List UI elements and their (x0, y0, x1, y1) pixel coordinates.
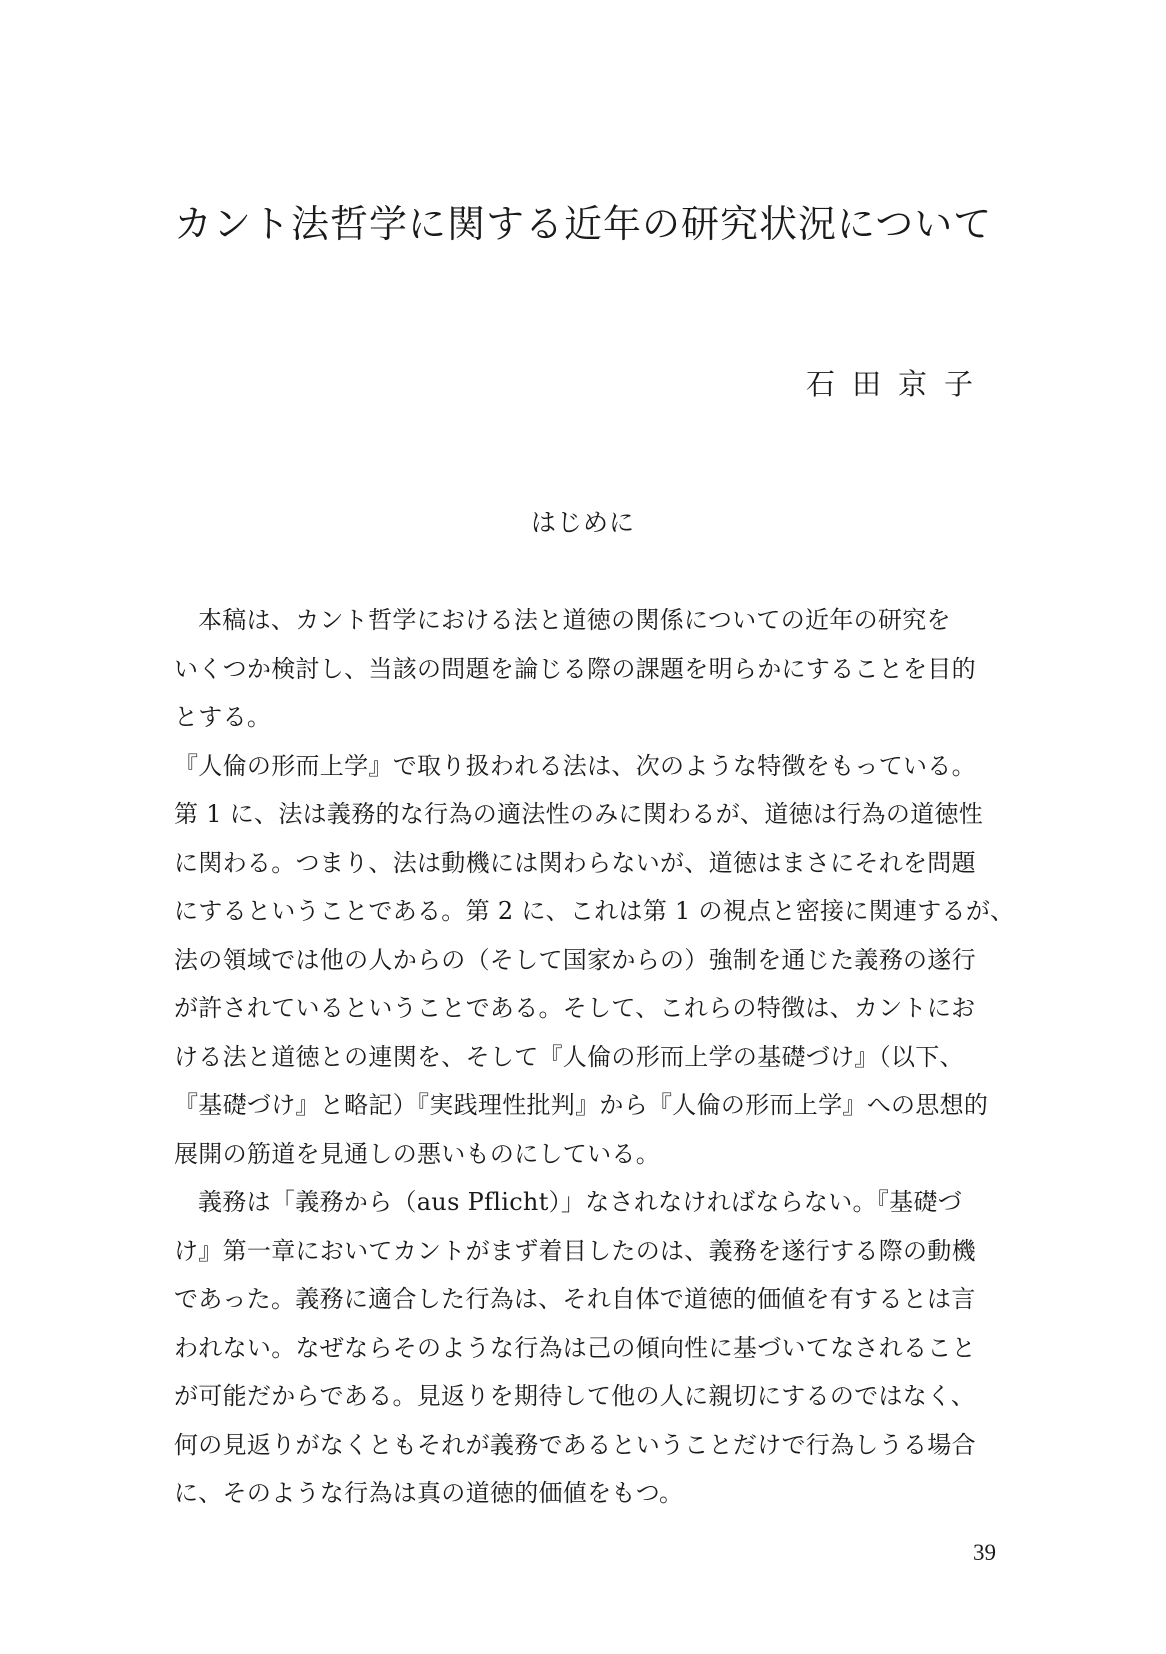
body-line: であった。義務に適合した行為は、それ自体で道徳的価値を有するとは言 (174, 1285, 976, 1313)
body-line: に関わる。つまり、法は動機には関わらないが、道徳はまさにそれを問題 (174, 848, 976, 877)
body-line: にするということである。第 2 に、これは第 1 の視点と密接に関連するが、 (174, 897, 1015, 925)
body-line: ける法と道徳との連関を、そして『人倫の形而上学の基礎づけ』（以下、 (174, 1042, 964, 1071)
body-line: 何の見返りがなくともそれが義務であるということだけで行為しうる場合 (174, 1430, 976, 1459)
body-line: が可能だからである。見返りを期待して他の人に親切にするのではなく、 (174, 1382, 976, 1410)
body-line: 法の領域では他の人からの（そして国家からの）強制を通じた義務の遂行 (174, 945, 976, 974)
body-line: に、そのような行為は真の道徳的価値をもつ。 (174, 1479, 684, 1507)
body-line: 『人倫の形而上学』で取り扱われる法は、次のような特徴をもっている。 (174, 751, 976, 780)
body-line: 第 1 に、法は義務的な行為の適法性のみに関わるが、道徳は行為の道徳性 (174, 800, 984, 828)
body-line: いくつか検討し、当該の問題を論じる際の課題を明らかにすることを目的 (174, 654, 976, 683)
page-number: 39 (973, 1540, 996, 1565)
section-heading: はじめに (530, 508, 635, 537)
body-line: 展開の筋道を見通しの悪いものにしている。 (174, 1139, 660, 1168)
body-line: 『基礎づけ』と略記）『実践理性批判』から『人倫の形而上学』への思想的 (174, 1091, 989, 1119)
body-text (174, 596, 1015, 1518)
body-line: け』第一章においてカントがまず着目したのは、義務を遂行する際の動機 (174, 1236, 976, 1265)
body-line: が許されているということである。そして、これらの特徴は、カントにお (174, 994, 976, 1022)
body-line: 義務は「義務から（aus Pflicht）」なされなければならない。『基礎づ (198, 1188, 963, 1216)
paper-title: カント法哲学に関する近年の研究状況について (174, 202, 993, 246)
body-line: 本稿は、カント哲学における法と道徳の関係についての近年の研究を (198, 606, 951, 634)
author-name: 石田京子 (805, 367, 990, 401)
body-line: とする。 (174, 703, 272, 731)
body-line: われない。なぜならそのような行為は己の傾向性に基づいてなされること (174, 1333, 976, 1362)
